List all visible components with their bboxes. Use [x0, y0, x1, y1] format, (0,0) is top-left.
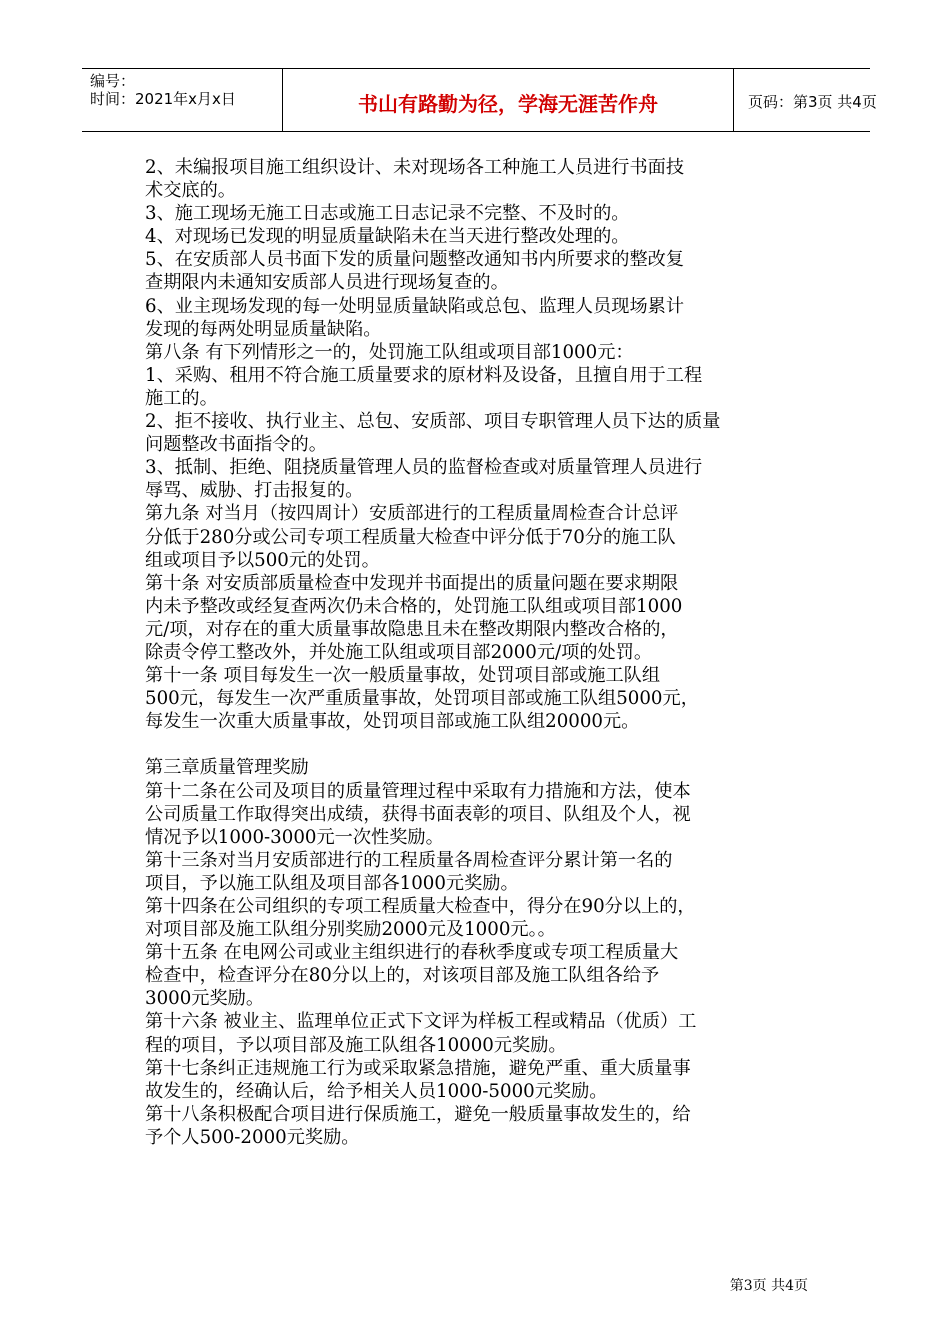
- body-text-line: 3、施工现场无施工日志或施工日志记录不完整、不及时的。: [145, 203, 630, 225]
- body-text-line: 元/项，对存在的重大质量事故隐患且未在整改期限内整改合格的，: [145, 618, 679, 640]
- body-text-line: 术交底的。: [145, 180, 236, 202]
- body-text-line: 第十六条 被业主、监理单位正式下文评为样板工程或精品（优质）工: [145, 1011, 697, 1033]
- body-text-line: 2、未编报项目施工组织设计、未对现场各工种施工人员进行书面技: [145, 157, 685, 178]
- body-text-line: 予个人500-2000元奖励。: [145, 1126, 360, 1148]
- body-text-line: 程的项目，予以项目部及施工队组各10000元奖励。: [145, 1034, 567, 1056]
- header-page-cell: [734, 69, 877, 131]
- body-text-line: 第八条 有下列情形之一的，处罚施工队组或项目部1000元：: [145, 341, 634, 363]
- body-text-line: 2、拒不接收、执行业主、总包、安质部、项目专职管理人员下达的质量: [145, 411, 721, 433]
- page-header: [82, 68, 877, 132]
- body-text-line: 故发生的，经确认后，给予相关人员1000-5000元奖励。: [145, 1080, 608, 1102]
- body-text-line: 项目，予以施工队组及项目部各1000元奖励。: [145, 872, 519, 894]
- document-time-label: 时间：2021年x月x日: [90, 90, 236, 108]
- body-text-line: 情况予以1000-3000元一次性奖励。: [145, 826, 444, 848]
- body-text-line: 分低于280分或公司专项工程质量大检查中评分低于70分的施工队: [145, 526, 676, 548]
- body-text-line: 检查中，检查评分在80分以上的，对该项目部及施工队组各给予: [145, 965, 660, 987]
- body-text-line: 第九条 对当月（按四周计）安质部进行的工程质量周检查合计总评: [145, 503, 679, 525]
- body-text-line: 500元，每发生一次严重质量事故，处罚项目部或施工队组5000元，: [145, 688, 699, 710]
- body-text-line: 6、业主现场发现的每一处明显质量缺陷或总包、监理人员现场累计: [145, 295, 685, 317]
- body-text-line: 查期限内未通知安质部人员进行现场复查的。: [145, 272, 509, 294]
- body-text-line: 对项目部及施工队组分别奖励2000元及1000元。。: [145, 919, 556, 941]
- header-motto: 书山有路勤为径，学海无涯苦作舟: [358, 92, 658, 116]
- header-motto-cell: [282, 69, 734, 131]
- body-text-line: 第十五条 在电网公司或业主组织进行的春秋季度或专项工程质量大: [145, 942, 679, 964]
- body-text-line: 内未予整改或经复查两次仍未合格的，处罚施工队组或项目部1000: [145, 595, 683, 617]
- body-text-line: 第十八条积极配合项目进行保质施工，避免一般质量事故发生的，给: [145, 1103, 691, 1125]
- body-text-line: 5、在安质部人员书面下发的质量问题整改通知书内所要求的整改复: [145, 249, 685, 271]
- body-text-line: 4、对现场已发现的明显质量缺陷未在当天进行整改处理的。: [145, 226, 630, 248]
- body-text-line: 第十条 对安质部质量检查中发现并书面提出的质量问题在要求期限: [145, 572, 679, 594]
- body-text-line: 组或项目予以500元的处罚。: [145, 549, 380, 571]
- body-text-line: 问题整改书面指令的。: [145, 434, 327, 456]
- body-text-line: 公司质量工作取得突出成绩，获得书面表彰的项目、队组及个人，视: [145, 803, 691, 825]
- page-footer: 第3页 共4页: [729, 1278, 808, 1294]
- body-text-line: 第十七条纠正违规施工行为或采取紧急措施，避免严重、重大质量事: [145, 1057, 691, 1079]
- document-body: [145, 156, 815, 1149]
- body-text-line: 发现的每两处明显质量缺陷。: [145, 318, 382, 340]
- body-text-line: 3000元奖励。: [145, 988, 265, 1010]
- body-text-line: 第十三条对当月安质部进行的工程质量各周检查评分累计第一名的: [145, 849, 673, 871]
- body-text-line: 每发生一次重大质量事故，处罚项目部或施工队组20000元。: [145, 711, 640, 733]
- header-page-info: 页码：第3页 共4页: [748, 93, 877, 111]
- body-text-line: 辱骂、威胁、打击报复的。: [145, 480, 364, 502]
- blank-line: [145, 733, 815, 756]
- body-text-line: 第十一条 项目每发生一次一般质量事故，处罚项目部或施工队组: [145, 665, 661, 687]
- body-text-line: 除责令停工整改外，并处施工队组或项目部2000元/项的处罚。: [145, 641, 653, 663]
- header-meta-cell: [82, 69, 282, 131]
- body-text-line: 第三章质量管理奖励: [145, 757, 309, 779]
- body-text-line: 1、采购、租用不符合施工质量要求的原材料及设备，且擅自用于工程: [145, 364, 703, 386]
- body-text-line: 3、抵制、拒绝、阻挠质量管理人员的监督检查或对质量管理人员进行: [145, 457, 703, 479]
- body-text-line: 第十二条在公司及项目的质量管理过程中采取有力措施和方法，使本: [145, 780, 691, 802]
- body-text-line: 施工的。: [145, 387, 218, 409]
- body-text-line: 第十四条在公司组织的专项工程质量大检查中，得分在90分以上的，: [145, 896, 696, 917]
- document-number-label: 编号：: [90, 72, 136, 90]
